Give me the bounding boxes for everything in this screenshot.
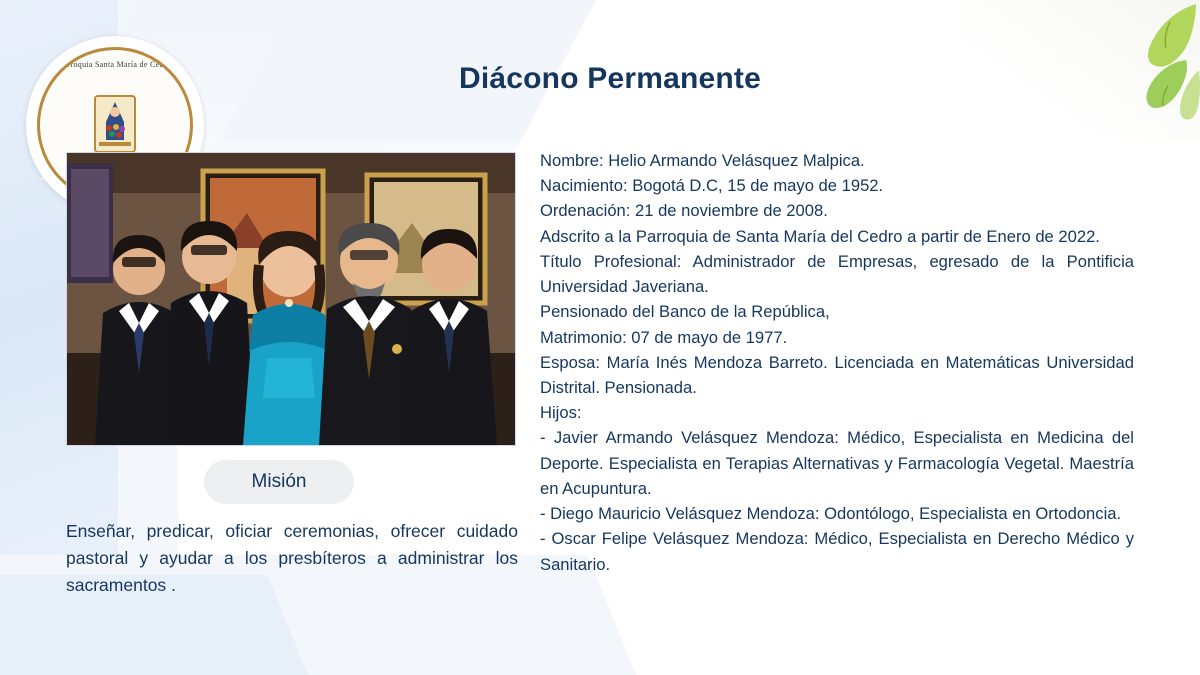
page-title: Diácono Permanente xyxy=(458,62,762,95)
info-line: Pensionado del Banco de la República, xyxy=(540,302,830,322)
mission-label-text: Misión xyxy=(251,471,307,492)
info-line: - Javier Armando Velásquez Mendoza: Médico, Especialista en Medicina del Deporte. Especialista en Terapias Alternativas y Farmacología Vegetal. Maestría en Acupuntura. xyxy=(540,428,1134,498)
mission-label-pill xyxy=(204,460,354,504)
info-line: Adscrito a la Parroquia de Santa María del Cedro a partir de Enero de 2022. xyxy=(540,226,1100,246)
info-line: Esposa: María Inés Mendoza Barreto. Licenciada en Matemáticas Universidad Distrital. Pensionada. xyxy=(540,352,1134,397)
deacon-family-photo xyxy=(66,152,516,446)
info-line: - Oscar Felipe Velásquez Mendoza: Médico, Especialista en Derecho Médico y Sanitario. xyxy=(540,529,1134,574)
leaves-decoration-icon xyxy=(1000,0,1200,150)
info-line: Título Profesional: Administrador de Empresas, egresado de la Pontificia Universidad Javeriana. xyxy=(540,251,1134,297)
logo-ring-text-top: Parroquia Santa María de Cedro xyxy=(58,60,172,69)
deacon-info-block xyxy=(540,148,1134,577)
info-line: Matrimonio: 07 de mayo de 1977. xyxy=(540,327,788,347)
info-line: Nacimiento: Bogotá D.C, 15 de mayo de 1952. xyxy=(540,176,884,196)
logo-emblem-icon xyxy=(78,88,152,162)
mission-text: Enseñar, predicar, oficiar ceremonias, ofrecer cuidado pastoral y ayudar a los presbíteros a administrar los sacramentos . xyxy=(66,521,518,596)
info-line: Nombre: Helio Armando Velásquez Malpica. xyxy=(540,151,865,170)
info-line: Ordenación: 21 de noviembre de 2008. xyxy=(540,201,828,221)
info-line: Hijos: xyxy=(540,403,582,423)
info-line: - Diego Mauricio Velásquez Mendoza: Odontólogo, Especialista en Ortodoncia. xyxy=(540,504,1122,524)
